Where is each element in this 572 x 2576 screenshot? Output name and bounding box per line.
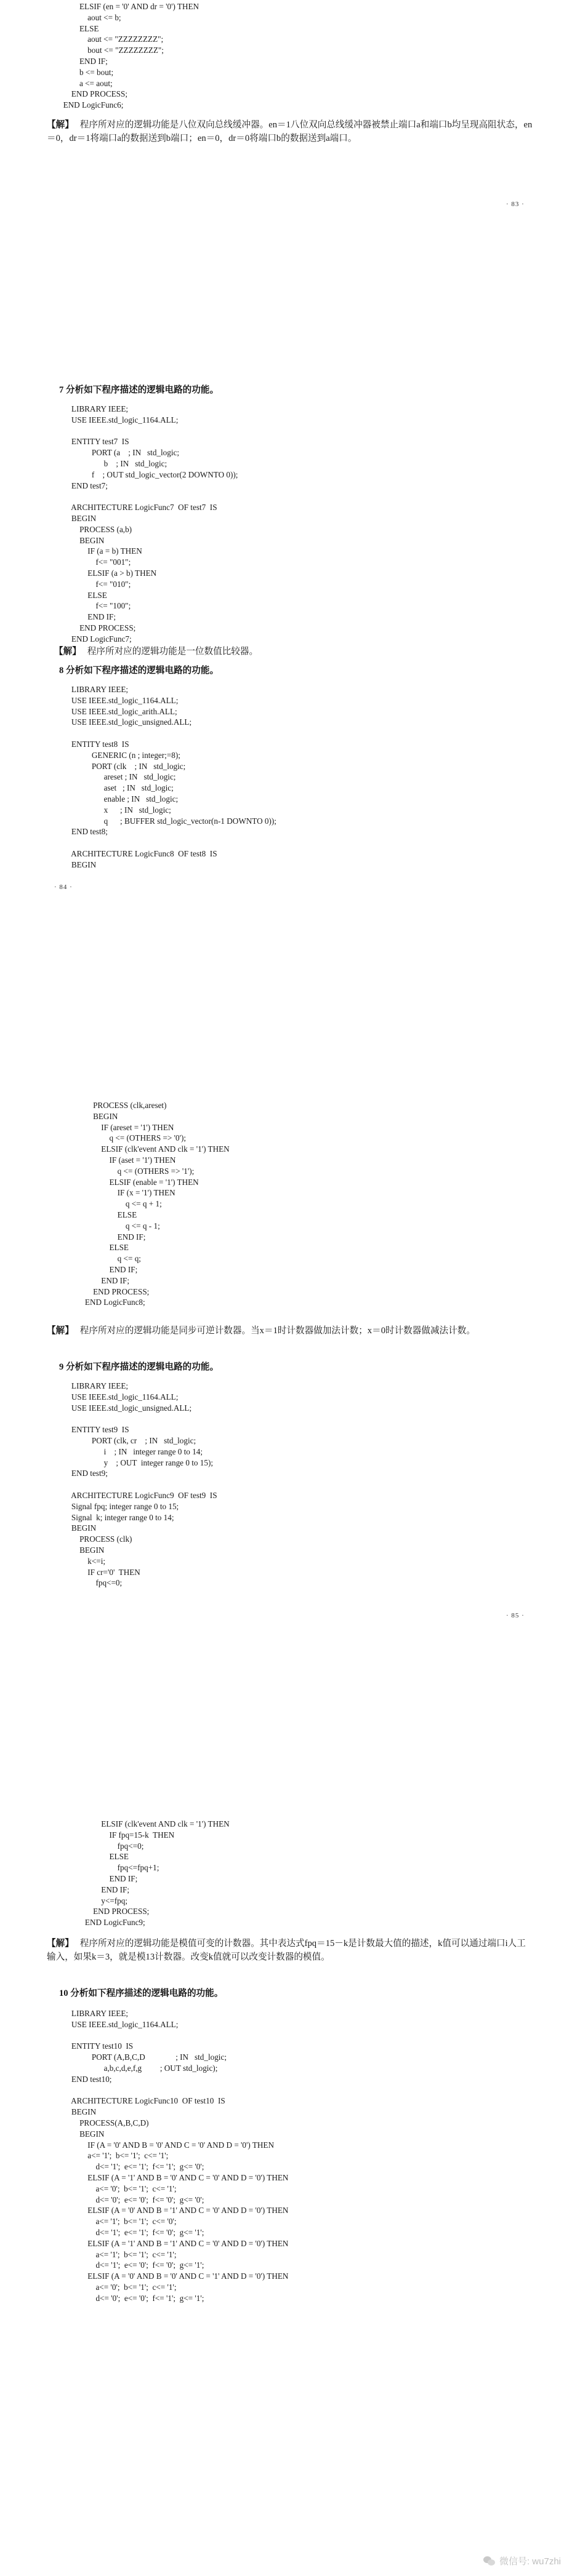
answer-paragraph-8 [47, 1324, 527, 1338]
watermark-text: 微信号: wu7zhi [499, 2556, 561, 2567]
answer-tag: 【解】 [47, 120, 74, 130]
question-8: 8 分析如下程序描述的逻辑电路的功能。 [59, 666, 219, 676]
answer-tag: 【解】 [54, 647, 81, 656]
page-number-85: · 85 · [506, 1612, 525, 1619]
code-block-test8: LIBRARY IEEE; USE IEEE.std_logic_1164.ALL; USE IEEE.std_logic_arith.ALL; USE IEEE.std_logic_unsigned.ALL; ENTITY test8 IS GENERIC (n ; integer;=8); PORT (clk ; IN std_logic; areset ; IN std_logic; aset ; IN std_logic; enable ; IN std_logic; x ; IN std_logic; q ; BUFFER std_logic_vector(n-1 DOWNTO 0)); END test8; ARCHITECTURE LogicFunc8 OF test8 IS BEGIN [71, 685, 276, 869]
wechat-icon [483, 2556, 496, 2566]
code-block-logicfunc9-tail: ELSIF (clk'event AND clk = '1') THEN IF fpq=15-k THEN fpq<=0; ELSE fpq<=fpq+1; END IF; END IF; y<=fpq; END PROCESS; END LogicFunc9; [84, 1819, 230, 1928]
answer-text: 程序所对应的逻辑功能是八位双向总线缓冲器。en＝1八位双向总线缓冲器被禁止端口a和端口b均呈现高阻状态，en＝0，dr＝1将端口a的数据送到b端口；en＝0，dr＝0将端口b的数据送到a端口。 [47, 120, 533, 143]
answer-paragraph-7 [54, 645, 547, 658]
code-block-test10: LIBRARY IEEE; USE IEEE.std_logic_1164.ALL; ENTITY test10 IS PORT (A,B,C,D ; IN std_logic; a,b,c,d,e,f,g ; OUT std_logic); END test10; ARCHITECTURE LogicFunc10 OF test10 IS BEGIN PROCESS(A,B,C,D) BEGIN IF (A = '0' AND B = '0' AND C = '0' AND D = '0') THEN a<= '1'; b<= '1'; c<= '1'; d<= '1'; e<= '1'; f<= '1'; g<= '0'; ELSIF (A = '1' AND B = '0' AND C = '0' AND D = '0') THEN a<= '0'; b<= '1'; c<= '1'; d<= '0'; e<= '0'; f<= '0'; g<= '0'; ELSIF (A = '0' AND B = '1' AND C = '0' AND D = '0') THEN a<= '1'; b<= '1'; c<= '0'; d<= '1'; e<= '1'; f<= '0'; g<= '1'; ELSIF (A = '1' AND B = '1' AND C = '0' AND D = '0') THEN a<= '1'; b<= '1'; c<= '1'; d<= '1'; e<= '0'; f<= '0'; g<= '1'; ELSIF (A = '0' AND B = '0' AND C = '1' AND D = '0') THEN a<= '0'; b<= '1'; c<= '1'; d<= '0'; e<= '0'; f<= '1'; g<= '1'; [71, 2009, 289, 2303]
page-number-84: · 84 · [54, 883, 73, 891]
answer-tag: 【解】 [47, 1326, 74, 1336]
answer-tag: 【解】 [47, 1939, 74, 1948]
question-10: 10 分析如下程序描述的逻辑电路的功能。 [59, 1988, 224, 1998]
question-7: 7 分析如下程序描述的逻辑电路的功能。 [59, 385, 219, 395]
answer-text: 程序所对应的逻辑功能是模值可变的计数器。其中表达式fpq＝15－k是计数最大值的描述，k值可以通过端口i人工输入，如果k＝3，就是模13计数器。改变k值就可以改变计数器的模值。 [47, 1939, 526, 1962]
code-block-logicfunc8: PROCESS (clk,areset) BEGIN IF (areset = '1') THEN q <= (OTHERS => '0'); ELSIF (clk'event AND clk = '1') THEN IF (aset = '1') THEN q <= (OTHERS => '1'); ELSIF (enable = '1') THEN IF (x = '1') THEN q <= q + 1; ELSE q <= q - 1; END IF; ELSE q <= q; END IF; END IF; END PROCESS; END LogicFunc8; [84, 1101, 230, 1307]
answer-paragraph-6 [47, 118, 539, 145]
question-9: 9 分析如下程序描述的逻辑电路的功能。 [59, 1362, 219, 1372]
wechat-watermark [483, 2554, 561, 2567]
answer-text: 程序所对应的逻辑功能是同步可逆计数器。当x＝1时计数器做加法计数；x＝0时计数器做减法计数。 [79, 1326, 475, 1336]
code-block-logicfunc6-tail: ELSIF (en = '0' AND dr = '0') THEN aout <= b; ELSE aout <= "ZZZZZZZZ"; bout <= "ZZZZZZZZ"; END IF; b <= bout; a <= aout; END PROCESS; END LogicFunc6; [63, 2, 199, 110]
page-number-83: · 83 · [506, 201, 525, 208]
answer-text: 程序所对应的逻辑功能是一位数值比较器。 [87, 647, 259, 656]
code-block-test7: LIBRARY IEEE; USE IEEE.std_logic_1164.ALL; ENTITY test7 IS PORT (a ; IN std_logic; b ; IN std_logic; f ; OUT std_logic_vector(2 DOWNTO 0)); END test7; ARCHITECTURE LogicFunc7 OF test7 IS BEGIN PROCESS (a,b) BEGIN IF (a = b) THEN f<= "001"; ELSIF (a > b) THEN f<= "010"; ELSE f<= "100"; END IF; END PROCESS; END LogicFunc7; [71, 404, 238, 644]
code-block-test9: LIBRARY IEEE; USE IEEE.std_logic_1164.ALL; USE IEEE.std_logic_unsigned.ALL; ENTITY test9 IS PORT (clk, cr ; IN std_logic; i ; IN integer range 0 to 14; y ; OUT integer range 0 to 15); END test9; ARCHITECTURE LogicFunc9 OF test9 IS Signal fpq; integer range 0 to 15; Signal k; integer range 0 to 14; BEGIN PROCESS (clk) BEGIN k<=i; IF cr='0' THEN fpq<=0; [71, 1381, 217, 1588]
answer-paragraph-9 [47, 1937, 527, 1964]
